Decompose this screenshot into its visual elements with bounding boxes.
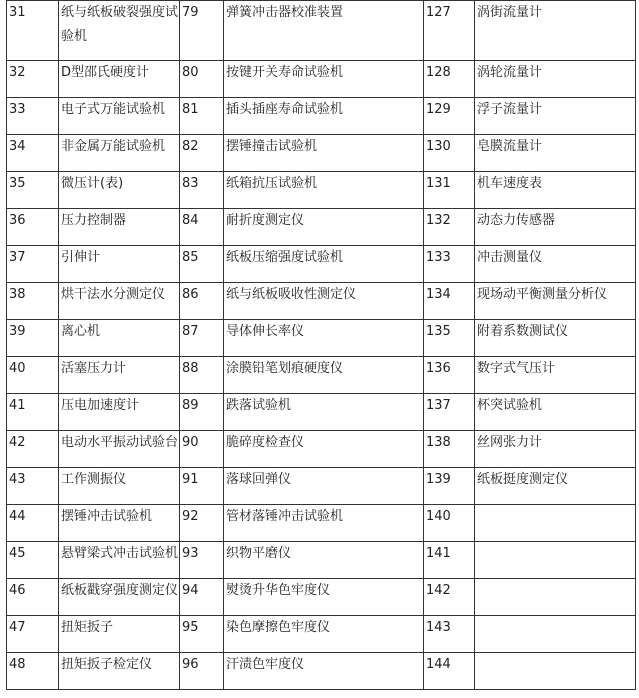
table-row <box>7 616 636 653</box>
name-cell: 耐折度测定仪 <box>224 209 424 246</box>
name-cell: 活塞压力计 <box>59 357 180 394</box>
table-row <box>7 653 636 690</box>
number-cell: 48 <box>7 653 59 690</box>
name-cell <box>475 579 636 616</box>
number-cell: 134 <box>424 283 475 320</box>
number-cell: 132 <box>424 209 475 246</box>
name-cell: 引伸计 <box>59 246 180 283</box>
name-cell: 烘干法水分测定仪 <box>59 283 180 320</box>
name-cell: 机车速度表 <box>475 172 636 209</box>
table-row <box>7 579 636 616</box>
name-cell: 离心机 <box>59 320 180 357</box>
name-cell: 染色摩擦色牢度仪 <box>224 616 424 653</box>
name-cell: 数字式气压计 <box>475 357 636 394</box>
name-cell: 皂膜流量计 <box>475 135 636 172</box>
name-cell: 扭矩扳子 <box>59 616 180 653</box>
number-cell: 39 <box>7 320 59 357</box>
number-cell: 92 <box>180 505 224 542</box>
number-cell: 144 <box>424 653 475 690</box>
number-cell: 129 <box>424 98 475 135</box>
name-cell: 纸与纸板吸收性测定仪 <box>224 283 424 320</box>
number-cell: 141 <box>424 542 475 579</box>
name-cell: 按键开关寿命试验机 <box>224 61 424 98</box>
name-cell: 工作测振仪 <box>59 468 180 505</box>
name-cell: 微压计(表) <box>59 172 180 209</box>
number-cell: 91 <box>180 468 224 505</box>
name-cell: 现场动平衡测量分析仪 <box>475 283 636 320</box>
name-cell: 电子式万能试验机 <box>59 98 180 135</box>
number-cell: 88 <box>180 357 224 394</box>
name-cell: 动态力传感器 <box>475 209 636 246</box>
number-cell: 95 <box>180 616 224 653</box>
instrument-table <box>6 0 636 690</box>
table-row <box>7 98 636 135</box>
number-cell: 89 <box>180 394 224 431</box>
number-cell: 31 <box>7 1 59 61</box>
name-cell: 插头插座寿命试验机 <box>224 98 424 135</box>
table-row <box>7 209 636 246</box>
number-cell: 94 <box>180 579 224 616</box>
number-cell: 38 <box>7 283 59 320</box>
number-cell: 32 <box>7 61 59 98</box>
name-cell: 冲击测量仪 <box>475 246 636 283</box>
name-cell <box>475 542 636 579</box>
name-cell: 纸与纸板破裂强度试验机 <box>59 1 180 61</box>
name-cell <box>475 505 636 542</box>
number-cell: 127 <box>424 1 475 61</box>
name-cell: 纸箱抗压试验机 <box>224 172 424 209</box>
table-row <box>7 320 636 357</box>
number-cell: 40 <box>7 357 59 394</box>
number-cell: 138 <box>424 431 475 468</box>
name-cell: 纸板挺度测定仪 <box>475 468 636 505</box>
name-cell: 脆碎度检查仪 <box>224 431 424 468</box>
name-cell: D型邵氏硬度计 <box>59 61 180 98</box>
name-cell: 杯突试验机 <box>475 394 636 431</box>
number-cell: 37 <box>7 246 59 283</box>
table-row <box>7 468 636 505</box>
name-cell: 非金属万能试验机 <box>59 135 180 172</box>
number-cell: 85 <box>180 246 224 283</box>
table-row <box>7 172 636 209</box>
table-row <box>7 431 636 468</box>
number-cell: 33 <box>7 98 59 135</box>
number-cell: 41 <box>7 394 59 431</box>
number-cell: 47 <box>7 616 59 653</box>
table-row <box>7 246 636 283</box>
number-cell: 36 <box>7 209 59 246</box>
name-cell: 织物平磨仪 <box>224 542 424 579</box>
name-cell: 管材落锤冲击试验机 <box>224 505 424 542</box>
table-row <box>7 283 636 320</box>
number-cell: 42 <box>7 431 59 468</box>
number-cell: 34 <box>7 135 59 172</box>
name-cell: 摆锤冲击试验机 <box>59 505 180 542</box>
name-cell: 电动水平振动试验台 <box>59 431 180 468</box>
number-cell: 143 <box>424 616 475 653</box>
number-cell: 79 <box>180 1 224 61</box>
number-cell: 45 <box>7 542 59 579</box>
name-cell: 扭矩扳子检定仪 <box>59 653 180 690</box>
name-cell: 跌落试验机 <box>224 394 424 431</box>
number-cell: 46 <box>7 579 59 616</box>
number-cell: 82 <box>180 135 224 172</box>
name-cell: 悬臂梁式冲击试验机 <box>59 542 180 579</box>
number-cell: 93 <box>180 542 224 579</box>
name-cell: 附着系数测试仪 <box>475 320 636 357</box>
number-cell: 86 <box>180 283 224 320</box>
number-cell: 137 <box>424 394 475 431</box>
name-cell: 纸板压缩强度试验机 <box>224 246 424 283</box>
name-cell: 摆锤撞击试验机 <box>224 135 424 172</box>
number-cell: 135 <box>424 320 475 357</box>
number-cell: 80 <box>180 61 224 98</box>
name-cell: 压电加速度计 <box>59 394 180 431</box>
instrument-table-body <box>7 1 636 690</box>
number-cell: 83 <box>180 172 224 209</box>
name-cell: 落球回弹仪 <box>224 468 424 505</box>
name-cell: 涡街流量计 <box>475 1 636 61</box>
name-cell: 浮子流量计 <box>475 98 636 135</box>
number-cell: 142 <box>424 579 475 616</box>
number-cell: 136 <box>424 357 475 394</box>
name-cell: 涡轮流量计 <box>475 61 636 98</box>
name-cell: 导体伸长率仪 <box>224 320 424 357</box>
table-row <box>7 394 636 431</box>
table-row <box>7 542 636 579</box>
name-cell: 弹簧冲击器校准装置 <box>224 1 424 61</box>
name-cell: 丝网张力计 <box>475 431 636 468</box>
name-cell: 涂膜铅笔划痕硬度仪 <box>224 357 424 394</box>
number-cell: 35 <box>7 172 59 209</box>
number-cell: 90 <box>180 431 224 468</box>
name-cell: 纸板戳穿强度测定仪 <box>59 579 180 616</box>
name-cell: 汗渍色牢度仪 <box>224 653 424 690</box>
table-row <box>7 357 636 394</box>
table-row <box>7 61 636 98</box>
number-cell: 84 <box>180 209 224 246</box>
number-cell: 43 <box>7 468 59 505</box>
number-cell: 139 <box>424 468 475 505</box>
number-cell: 131 <box>424 172 475 209</box>
name-cell: 压力控制器 <box>59 209 180 246</box>
number-cell: 128 <box>424 61 475 98</box>
number-cell: 44 <box>7 505 59 542</box>
name-cell: 熨烫升华色牢度仪 <box>224 579 424 616</box>
number-cell: 133 <box>424 246 475 283</box>
number-cell: 81 <box>180 98 224 135</box>
number-cell: 96 <box>180 653 224 690</box>
name-cell <box>475 616 636 653</box>
table-row <box>7 1 636 61</box>
number-cell: 87 <box>180 320 224 357</box>
number-cell: 130 <box>424 135 475 172</box>
name-cell <box>475 653 636 690</box>
number-cell: 140 <box>424 505 475 542</box>
table-row <box>7 505 636 542</box>
table-row <box>7 135 636 172</box>
